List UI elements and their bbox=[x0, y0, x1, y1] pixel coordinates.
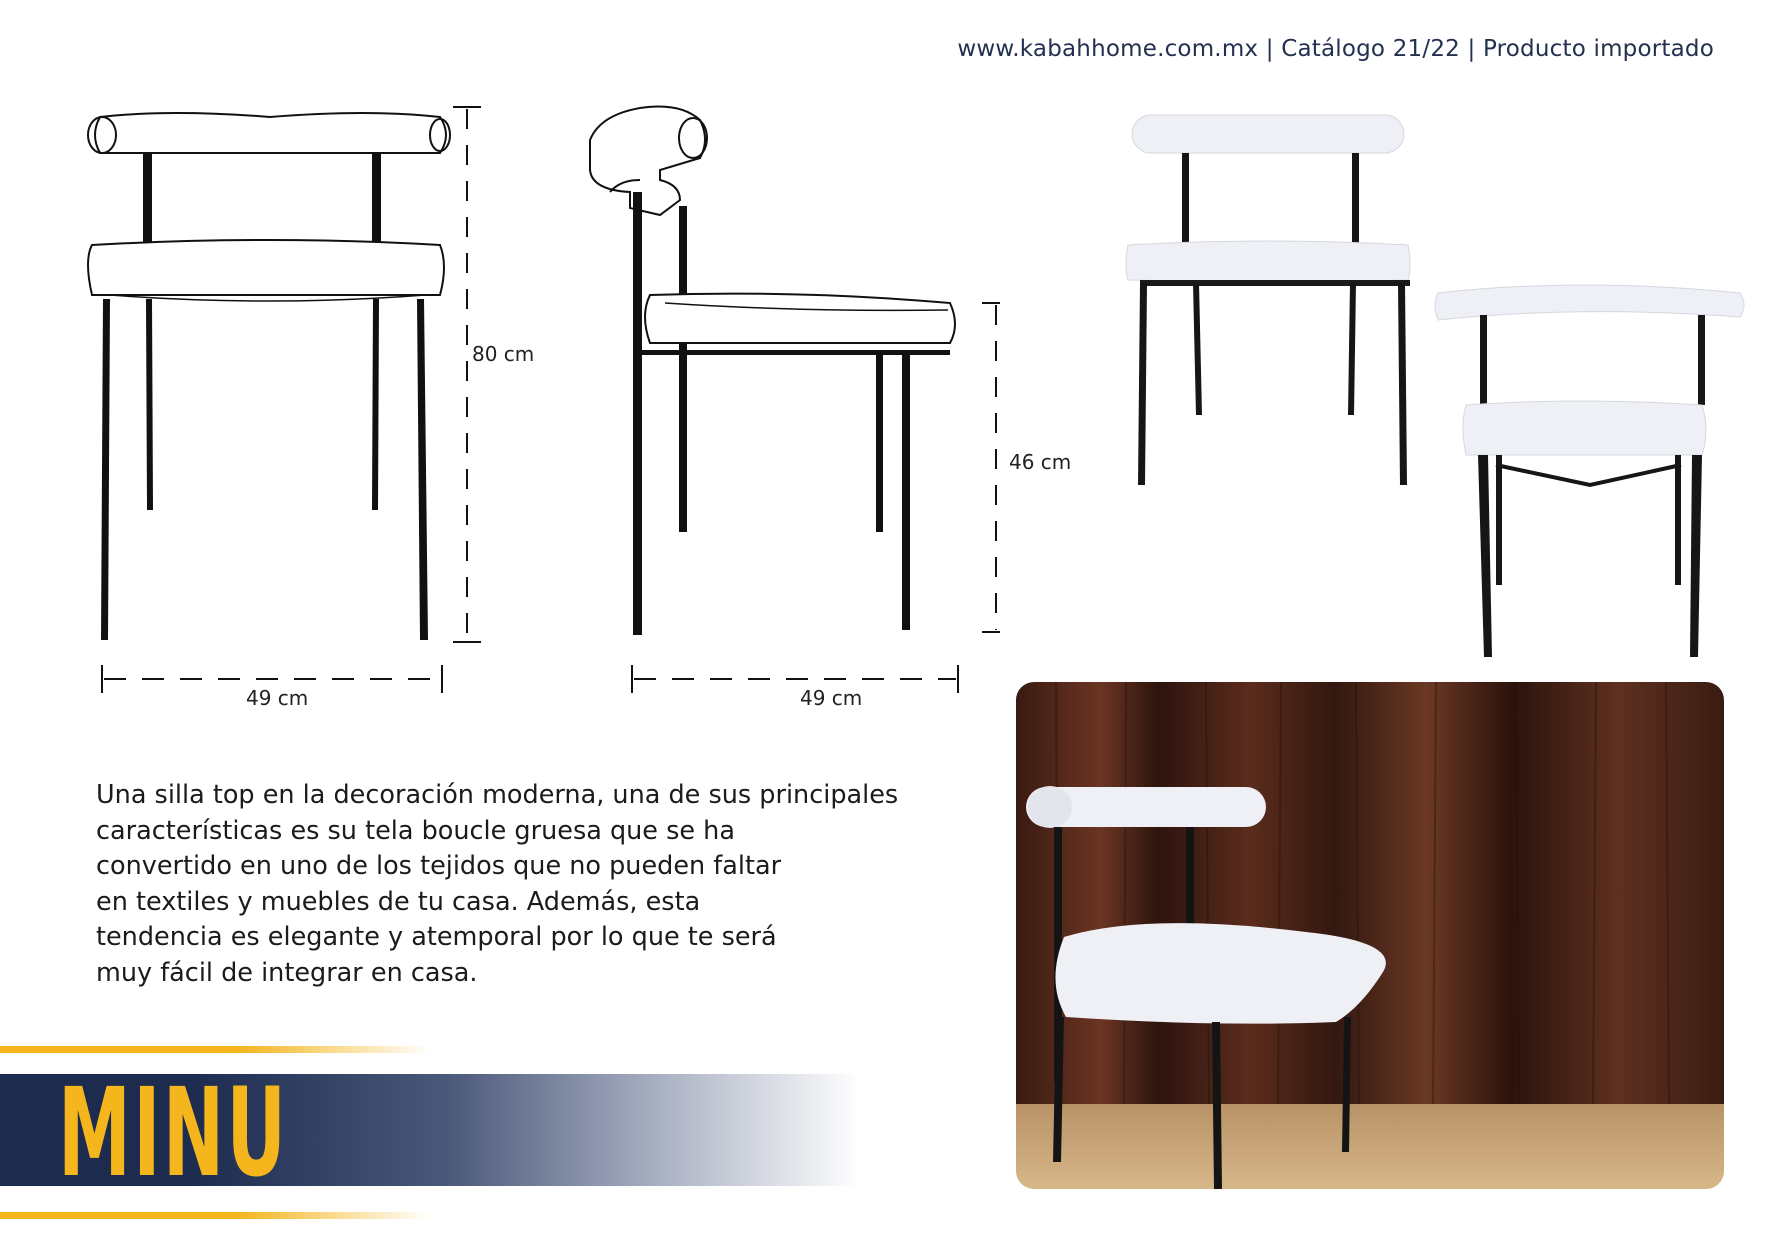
description-line: en textiles y muebles de tu casa. Además, esta bbox=[96, 886, 701, 917]
side-seat-height-label: 46 cm bbox=[1009, 450, 1072, 474]
product-name: MINU bbox=[58, 1062, 289, 1204]
description-line: muy fácil de integrar en casa. bbox=[96, 957, 478, 988]
product-description bbox=[96, 778, 916, 991]
front-view-drawing bbox=[70, 95, 510, 715]
product-photo-front bbox=[1120, 105, 1420, 505]
gold-line-bottom bbox=[0, 1212, 430, 1219]
description-line: características es su tela boucle gruesa que se ha bbox=[96, 815, 735, 846]
front-height-label: 80 cm bbox=[472, 342, 535, 366]
side-view-drawing bbox=[580, 100, 1000, 720]
gold-line-top bbox=[0, 1046, 430, 1053]
side-width-label: 49 cm bbox=[800, 686, 863, 710]
description-line: Una silla top en la decoración moderna, una de sus principales bbox=[96, 780, 899, 810]
description-line: tendencia es elegante y atemporal por lo que te será bbox=[96, 922, 777, 952]
room-photo bbox=[1016, 682, 1724, 1189]
front-width-label: 49 cm bbox=[246, 686, 309, 710]
catalog-header: www.kabahhome.com.mx | Catálogo 21/22 | Producto importado bbox=[957, 36, 1714, 62]
description-line: convertido en uno de los tejidos que no pueden faltar bbox=[96, 851, 782, 881]
product-photo-back bbox=[1430, 265, 1750, 665]
